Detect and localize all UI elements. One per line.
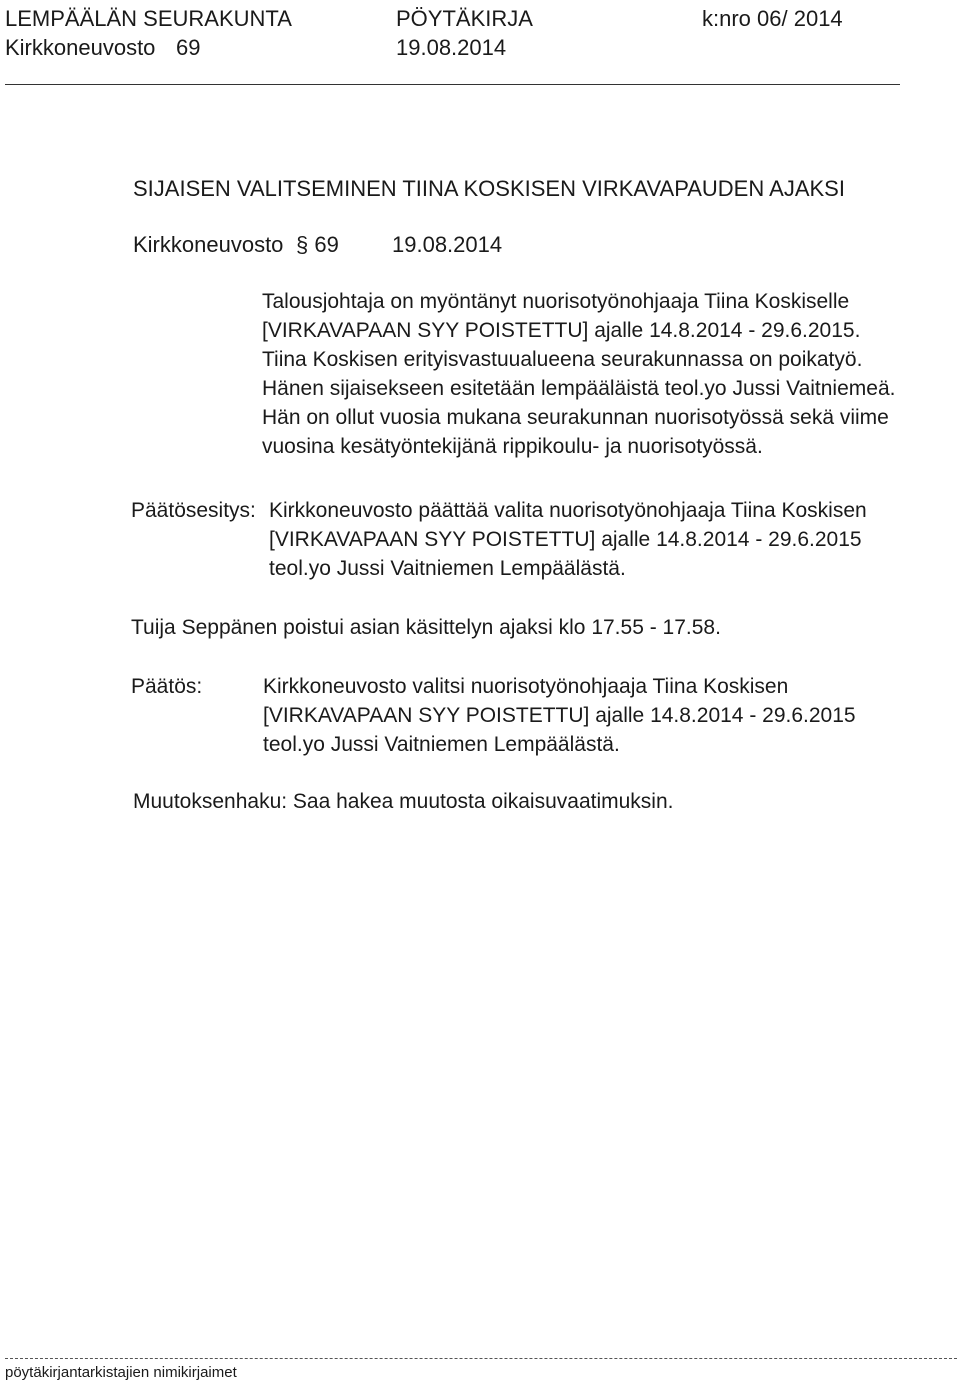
decision-text bbox=[263, 672, 856, 759]
description-line: Hänen sijaisekseen esitetään lempääläistä teol.yo Jussi Vaitniemeä. bbox=[262, 377, 896, 400]
item-date: 19.08.2014 bbox=[392, 232, 503, 257]
appeal-instructions: Muutoksenhaku: Saa hakea muutosta oikaisuvaatimuksin. bbox=[133, 790, 674, 813]
description-line: Talousjohtaja on myöntänyt nuorisotyönohjaaja Tiina Koskiselle bbox=[262, 290, 850, 313]
record-number: k:nro 06/ 2014 bbox=[702, 6, 843, 31]
decision-line: Kirkkoneuvosto valitsi nuorisotyönohjaaja Tiina Koskisen bbox=[263, 675, 789, 698]
description-line: Tiina Koskisen erityisvastuualueena seurakunnassa on poikatyö. bbox=[262, 348, 863, 371]
item-meeting-body: Kirkkoneuvosto bbox=[133, 232, 284, 257]
meeting-body: Kirkkoneuvosto bbox=[5, 35, 156, 60]
meeting-date: 19.08.2014 bbox=[396, 35, 507, 60]
description-line: vuosina kesätyöntekijänä rippikoulu- ja nuorisotyössä. bbox=[262, 435, 763, 458]
decision-label: Päätös: bbox=[131, 675, 203, 698]
description-line: [VIRKAVAPAAN SYY POISTETTU] ajalle 14.8.2014 - 29.6.2015. bbox=[262, 319, 861, 342]
description-line: Hän on ollut vuosia mukana seurakunnan nuorisotyössä sekä viime bbox=[262, 406, 889, 429]
item-paragraph: § 69 bbox=[296, 232, 339, 257]
doc-type: PÖYTÄKIRJA bbox=[396, 6, 533, 31]
recusal-note: Tuija Seppänen poistui asian käsittelyn ajaksi klo 17.55 - 17.58. bbox=[131, 616, 721, 639]
section-number: 69 bbox=[176, 35, 201, 60]
org-name: LEMPÄÄLÄN SEURAKUNTA bbox=[5, 6, 292, 31]
proposal-line: teol.yo Jussi Vaitniemen Lempäälästä. bbox=[269, 557, 626, 580]
proposal-label: Päätösesitys: bbox=[131, 499, 256, 522]
signature-initials-label: pöytäkirjantarkistajien nimikirjaimet bbox=[5, 1364, 237, 1381]
decision-line: teol.yo Jussi Vaitniemen Lempäälästä. bbox=[263, 733, 620, 756]
item-description bbox=[262, 287, 895, 461]
proposal-line: [VIRKAVAPAAN SYY POISTETTU] ajalle 14.8.2014 - 29.6.2015 bbox=[269, 528, 862, 551]
header-rule bbox=[5, 84, 900, 85]
footer-rule bbox=[5, 1358, 957, 1359]
proposal-line: Kirkkoneuvosto päättää valita nuorisotyönohjaaja Tiina Koskisen bbox=[269, 499, 867, 522]
proposal-text bbox=[269, 496, 867, 583]
item-title: SIJAISEN VALITSEMINEN TIINA KOSKISEN VIRKAVAPAUDEN AJAKSI bbox=[133, 176, 845, 201]
decision-line: [VIRKAVAPAAN SYY POISTETTU] ajalle 14.8.2014 - 29.6.2015 bbox=[263, 704, 856, 727]
